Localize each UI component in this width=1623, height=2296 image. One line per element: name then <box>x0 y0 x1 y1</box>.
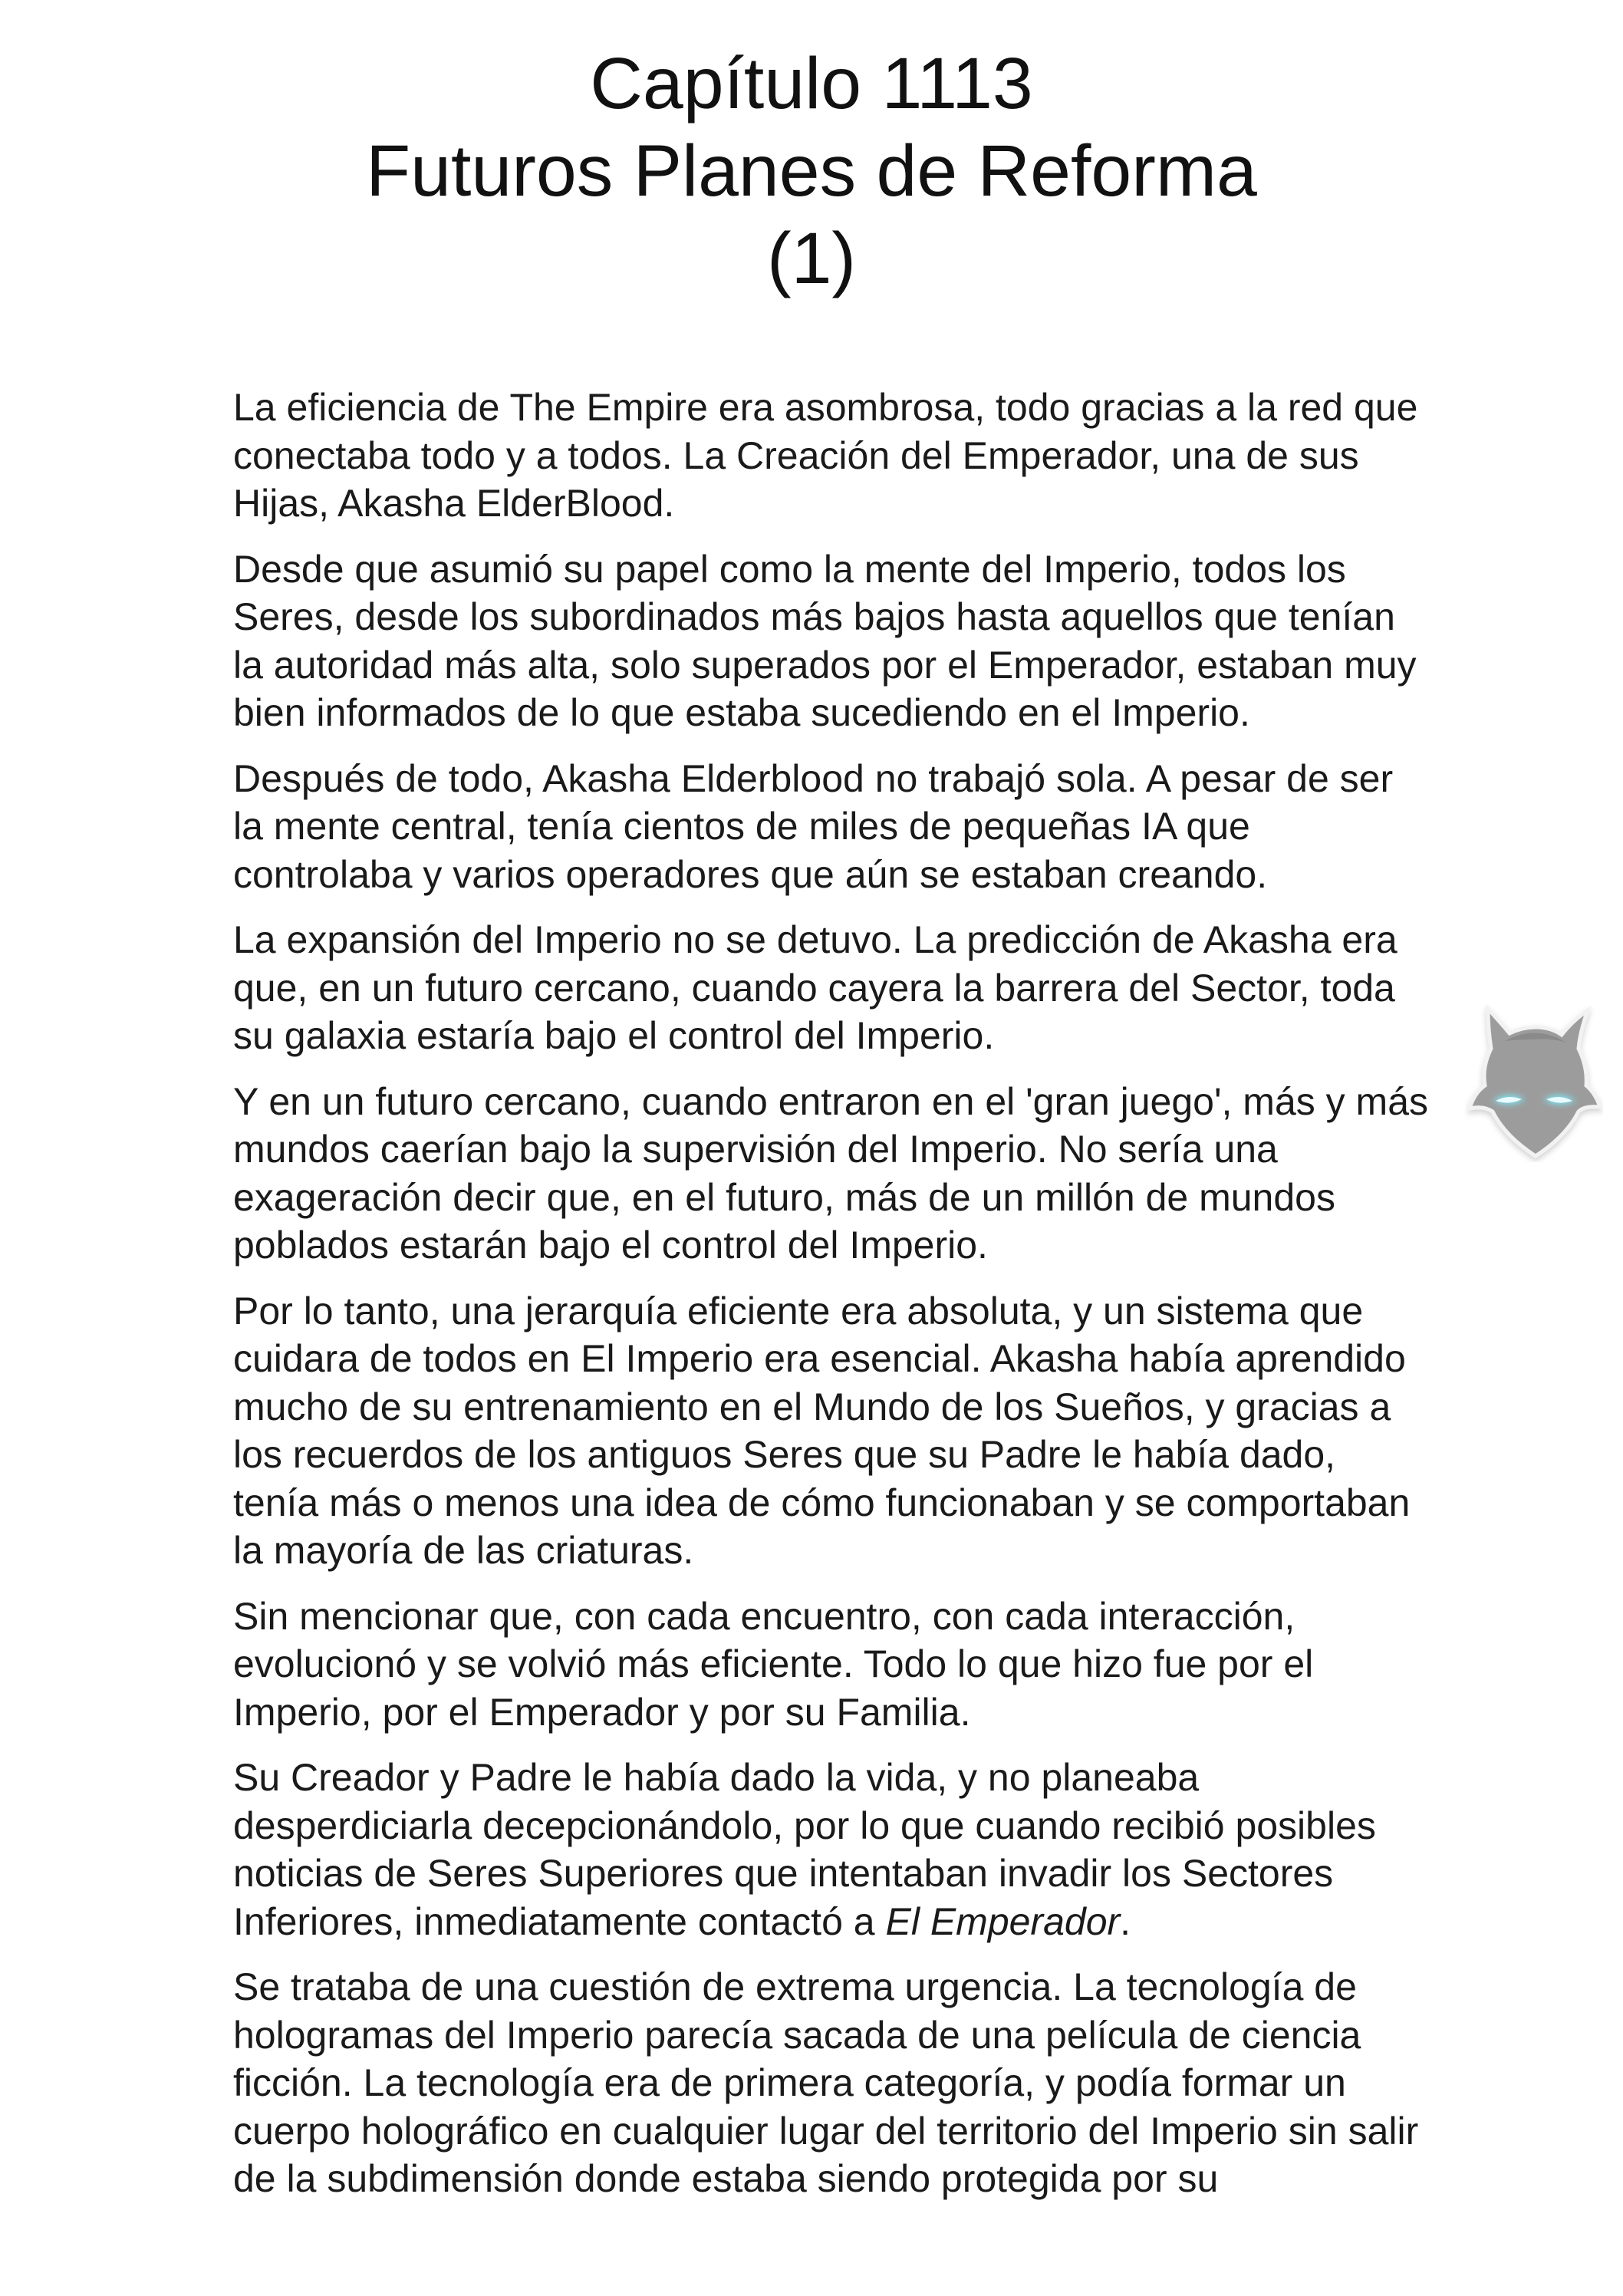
horned-demon-head-icon <box>1465 993 1603 1162</box>
paragraph: La expansión del Imperio no se detuvo. La predicción de Akasha era que, en un futuro cercano, cuando cayera la barrera del Sector, toda su galaxia estaría bajo el control del Imperio. <box>233 918 1397 1057</box>
paragraph: Se trataba de una cuestión de extrema urgencia. La tecnología de hologramas del Imperio parecía sacada de una película de ciencia ficción. La tecnología era de primera categoría, y podía formar un cuerpo holográfico en cualquier lugar del territorio del Imperio sin salir de la subdimensión donde estaba siendo protegida por su <box>233 1965 1419 2200</box>
paragraph: Desde que asumió su papel como la mente del Imperio, todos los Seres, desde los subordinados más bajos hasta aquellos que tenían la autoridad más alta, solo superados por el Emperador, estaban muy bien informados de lo que estaba sucediendo en el Imperio. <box>233 547 1417 734</box>
paragraph: Y en un futuro cercano, cuando entraron en el 'gran juego', más y más mundos caerían bajo la supervisión del Imperio. No sería una exageración decir que, en el futuro, más de un millón de mundos poblados estarán bajo el control del Imperio. <box>233 1079 1429 1267</box>
paragraph: Después de todo, Akasha Elderblood no trabajó sola. A pesar de ser la mente central, tenía cientos de miles de pequeñas IA que controlaba y varios operadores que aún se estaban creando. <box>233 756 1394 896</box>
paragraph <box>233 1754 1430 1945</box>
paragraph-text-end: . <box>1120 1899 1131 1943</box>
chapter-body <box>233 384 1430 2221</box>
chapter-heading <box>0 40 1623 302</box>
chapter-part: (1) <box>766 218 857 299</box>
paragraph: La eficiencia de The Empire era asombrosa, todo gracias a la red que conectaba todo y a todos. La Creación del Emperador, una de sus Hijas, Akasha ElderBlood. <box>233 386 1418 525</box>
paragraph: Sin mencionar que, con cada encuentro, con cada interacción, evolucionó y se volvió más eficiente. Todo lo que hizo fue por el Imperio, por el Emperador y por su Familia. <box>233 1594 1314 1734</box>
paragraph-text: Su Creador y Padre le había dado la vida, y no planeaba desperdiciarla decepcionándolo, por lo que cuando recibió posibles noticias de Seres Superiores que intentaban invadir los Sectores Inferiores, inmediatamente contactó a <box>233 1756 1376 1943</box>
emphasis-text: El Emperador <box>885 1899 1121 1943</box>
paragraph: Por lo tanto, una jerarquía eficiente era absoluta, y un sistema que cuidara de todos en El Imperio era esencial. Akasha había aprendido mucho de su entrenamiento en el Mundo de los Sueños, y gracias a los recuerdos de los antiguos Seres que su Padre le había dado, tenía más o menos una idea de cómo funcionaban y se comportaban la mayoría de las criaturas. <box>233 1289 1411 1572</box>
chapter-title: Futuros Planes de Reforma <box>366 130 1257 212</box>
chapter-number: Capítulo 1113 <box>590 43 1033 124</box>
